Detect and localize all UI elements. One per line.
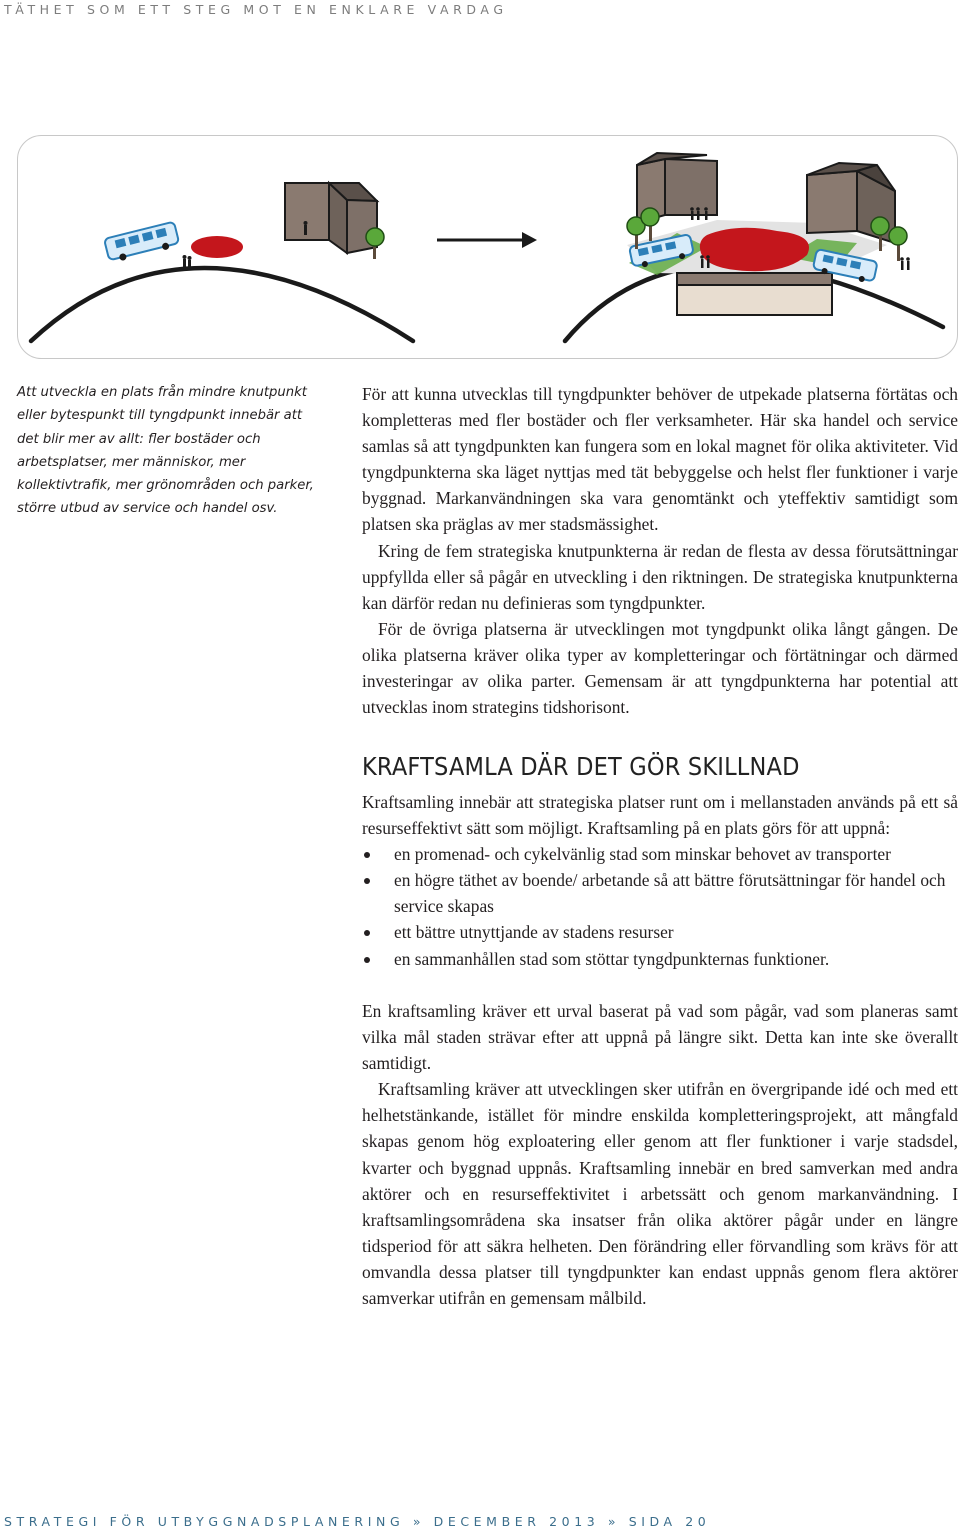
bullet-item (362, 946, 958, 972)
bullet-icon (364, 930, 370, 936)
bullet-icon (364, 957, 370, 963)
bullet-text: en högre täthet av boende/ arbetande så att bättre förutsättningar för handel och service skapas (394, 870, 946, 917)
section-lead: Kraftsamling innebär att strategiska platser runt om i mellanstaden används på ett så resurseffektivt sätt som möjligt. Kraftsamling på en plats görs för att uppnå: (362, 792, 958, 839)
page-footer: STRATEGI FÖR UTBYGGNADSPLANERING » DECEMBER 2013 » SIDA 20 (4, 1514, 711, 1529)
bullet-list (362, 841, 958, 971)
bullet-text: en sammanhållen stad som stöttar tyngdpunkternas funktioner. (394, 948, 830, 969)
section-heading: KRAFTSAMLA DÄR DET GÖR SKILLNAD (362, 752, 800, 781)
bullet-text: en promenad- och cykelvänlig stad som minskar behovet av transporter (394, 844, 891, 865)
closing-paragraph: Kraftsamling kräver att utvecklingen sker utifrån en övergripande idé och med ett helhetstänkande, istället för mindre enskilda kompletteringsprojekt, att mångfald skapas genom hög exploatering eller genom att fler funktioner i varje stadsdel, kvarter och byggnad uppnås. Kraftsamling innebär en bred samverkan med andra aktörer och en resurseffektivitet i arbetssätt och genom markanvändning. I kraftsamlingsområdena ska insatser från olika aktörer pågår under en längre tidsperiod för att säkra helheten. Den förändring eller förvandling som krävs för att omvandla dessa platser till tyngdpunkter kan endast uppnås genom flera aktörer samverkar utifrån en gemensam målbild. (362, 1079, 958, 1309)
closing-paragraph: En kraftsamling kräver ett urval baserat på vad som pågår, vad som planeras samt vilka mål staden strävar efter att uppnå på längre sikt. Detta kan inte ske överallt samtidigt. (362, 1001, 958, 1074)
intro-paragraph: Kring de fem strategiska knutpunkterna är redan de flesta av dessa förutsättningar uppfyllda eller så pågår en utveckling i den riktningen. De strategiska knutpunkterna kan därför redan nu definieras som tyngdpunkter. (362, 540, 958, 613)
bullet-text: ett bättre utnyttjande av stadens resurser (394, 922, 674, 943)
illustration-caption: Att utveckla en plats från mindre knutpunkt eller bytespunkt till tyngdpunkt innebär att det blir mer av allt: fler bostäder och arbetsplatser, mer människor, mer kollektivtrafik, mer grönområden och parker, större utbud av service och handel osv. (17, 385, 314, 517)
running-head: TÄTHET SOM ETT STEG MOT EN ENKLARE VARDAG (4, 2, 508, 17)
bullet-item (362, 919, 958, 945)
intro-paragraph: För att kunna utvecklas till tyngdpunkter behöver de utpekade platserna förtätas och kompletteras med fler bostäder och fler verksamheter. Här ska handel och service samlas så att tyngdpunkten kan fungera som en lokal magnet för olika aktiviteter. Vid tyngdpunkterna ska läget nyttjas med tät bebyggelse och helst fler funktioner i varje byggnad. Markanvändningen ska vara genomtänkt och yteffektiv samtidigt som platsen ska präglas av mer stadsmässighet. (362, 384, 958, 535)
section-text (362, 789, 958, 972)
node-marker (191, 236, 243, 258)
illustration-panel (17, 135, 958, 359)
intro-text (362, 381, 958, 720)
bullet-icon (364, 852, 370, 858)
closing-text (362, 998, 958, 1311)
intro-paragraph: För de övriga platserna är utvecklingen mot tyngdpunkt olika långt gången. De olika platserna kräver olika typer av kompletteringar och förtätningar och därmed investeringar av olika parter. Gemensam är att tyngdpunkterna har potential att utvecklas inom strategins tidshorisont. (362, 618, 958, 718)
building-icon (677, 273, 832, 315)
bullet-icon (364, 878, 370, 884)
bullet-item (362, 841, 958, 867)
bullet-item (362, 867, 958, 919)
